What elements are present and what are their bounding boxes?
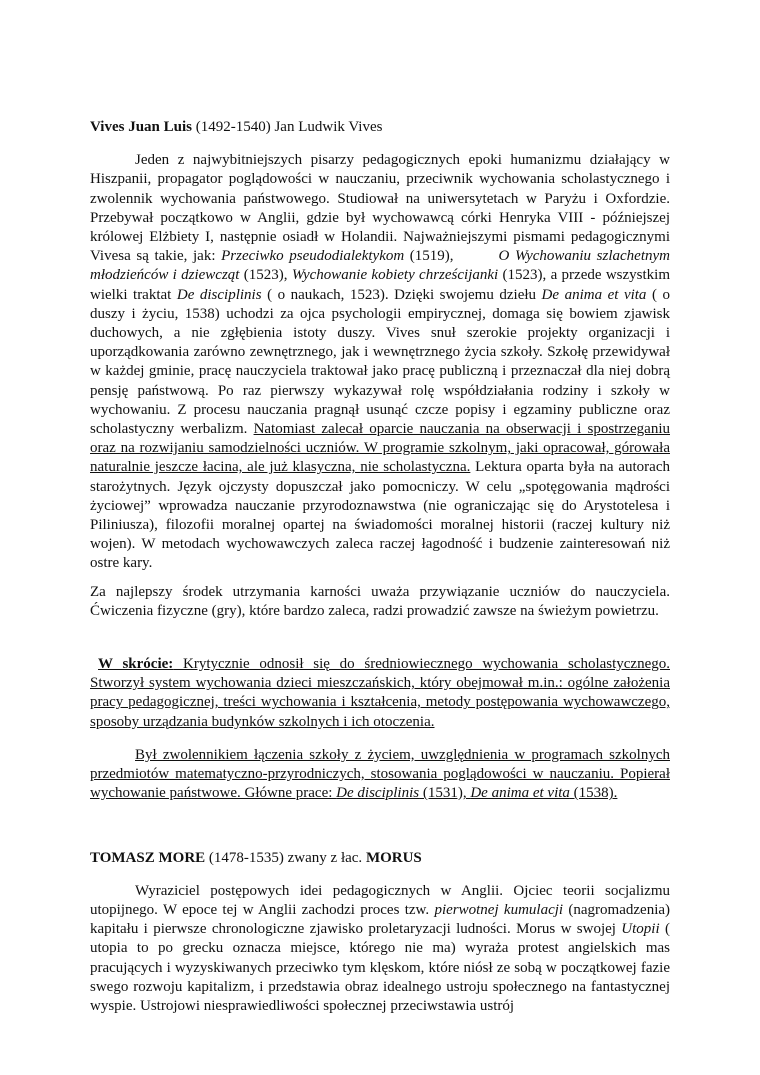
document-page xyxy=(90,118,670,1016)
vives-paragraph-1: Jeden z najwybitniejszych pisarzy pedagogicznych epoki humanizmu działający w Hiszpanii, propagator poglądowości w nauczaniu, przeciwnik wychowania scholastycznego i zwolennik wychowania państwowego. Studiował na uniwersytetach w Paryżu i Oxfordzie. Przebywał początkowo w Anglii, gdzie był wychowawcą córki Henryka VIII - późniejszej królowej Elżbiety I, następnie osiadł w Holandii. Najważniejszymi pismami pedagogicznymi Vivesa są takie, jak: Przeciwko pseudodialektykom (1519), O Wychowaniu szlachetnym młodzieńców i dziewcząt (1523), Wychowanie kobiety chrześcijanki (1523), a przede wszystkim wielki traktat De disciplinis ( o naukach, 1523). Dzięki swojemu dziełu De anima et vita ( o duszy i życiu, 1538) uchodzi za ojca psychologii empirycznej, domaga się bowiem zjawisk duchowych, a nie zgłębienia istoty duszy. Vives snuł szerokie projekty organizacji i uporządkowania zarówno zewnętrznego, jak i wewnętrznego życia szkoły. Szkołę przewidywał w każdej gminie, pracę nauczyciela traktował jako pracę publiczną i przeznaczał dla niej dobrą pensję państwową. Po raz pierwszy wykazywał rolę współdziałania rodziny i szkoły w wychowaniu. Z procesu nauczania pragnął usunąć czcze popisy i egzaminy publiczne oraz scholastyczny werbalizm. Natomiast zalecał oparcie nauczania na obserwacji i spostrzeganiu oraz na rozwijaniu samodzielności uczniów. W programie szkolnym, jaki opracował, górowała naturalnie jeszcze łacina, ale już klasyczna, nie scholastyczna. Lektura oparta była na autorach starożytnych. Język ojczysty dopuszczał jako pomocniczy. W celu „spotęgowania mądrości życiowej” wprowadza nauczanie przyrodoznawstwa (nie ograniczając się do Arystotelesa i Piliniusza), filozofii moralnej opartej na świadomości moralnej historii (raczej kultury niż wojen). W metodach wychowawczych zaleca raczej łagodność i budzenie zainteresowań niż ostre kary. xyxy=(90,152,670,572)
vives-summary: W skrócie: Krytycznie odnosił się do średniowiecznego wychowania scholastycznego. Stworzył system wychowania dzieci mieszczańskich, który obejmował m.in.: ogólne założenia pracy pedagogicznej, treści wychowania i kształcenia, metody postępowania wychowawczego, sposoby urządzania budynków szkolnych i ich otoczenia. xyxy=(90,656,670,730)
more-paragraph-1: Wyraziciel postępowych idei pedagogicznych w Anglii. Ojciec teorii socjalizmu utopijnego. W epoce tej w Anglii zachodzi proces tzw. pierwotnej kumulacji (nagromadzenia) kapitału i pierwsze chronologiczne zjawisko proletaryzacji ludności. Morus w swojej Utopii ( utopia to po grecku oznacza miejsce, którego nie ma) wyraża protest angielskich mas pracujących i wyzyskiwanych przeciwko tym klęskom, które niósł ze sobą w początkowej fazie swego rozwoju kapitalizm, i przedstawia obraz idealnego ustroju społecznego na fantastycznej wyspie. Ustrojowi niesprawiedliwości społecznej przeciwstawia ustrój xyxy=(90,882,671,1014)
vives-paragraph-2: Za najlepszy środek utrzymania karności uważa przywiązanie uczniów do nauczyciela. Ćwiczenia fizyczne (gry), które bardzo zaleca, radzi prowadzić zawsze na świeżym powietrzu. xyxy=(90,583,670,619)
section-heading-more: TOMASZ MORE (1478-1535) zwany z łac. MORUS xyxy=(90,849,422,866)
vives-summary-2: Był zwolennikiem łączenia szkoły z życiem, uwzględnienia w programach szkolnych przedmiotów matematyczno-przyrodniczych, stosowania poglądowości w nauczaniu. Popierał wychowanie państwowe. Główne prace: De disciplinis (1531), De anima et vita (1538). xyxy=(90,746,670,802)
section-heading-vives: Vives Juan Luis (1492-1540) Jan Ludwik Vives xyxy=(90,119,383,135)
